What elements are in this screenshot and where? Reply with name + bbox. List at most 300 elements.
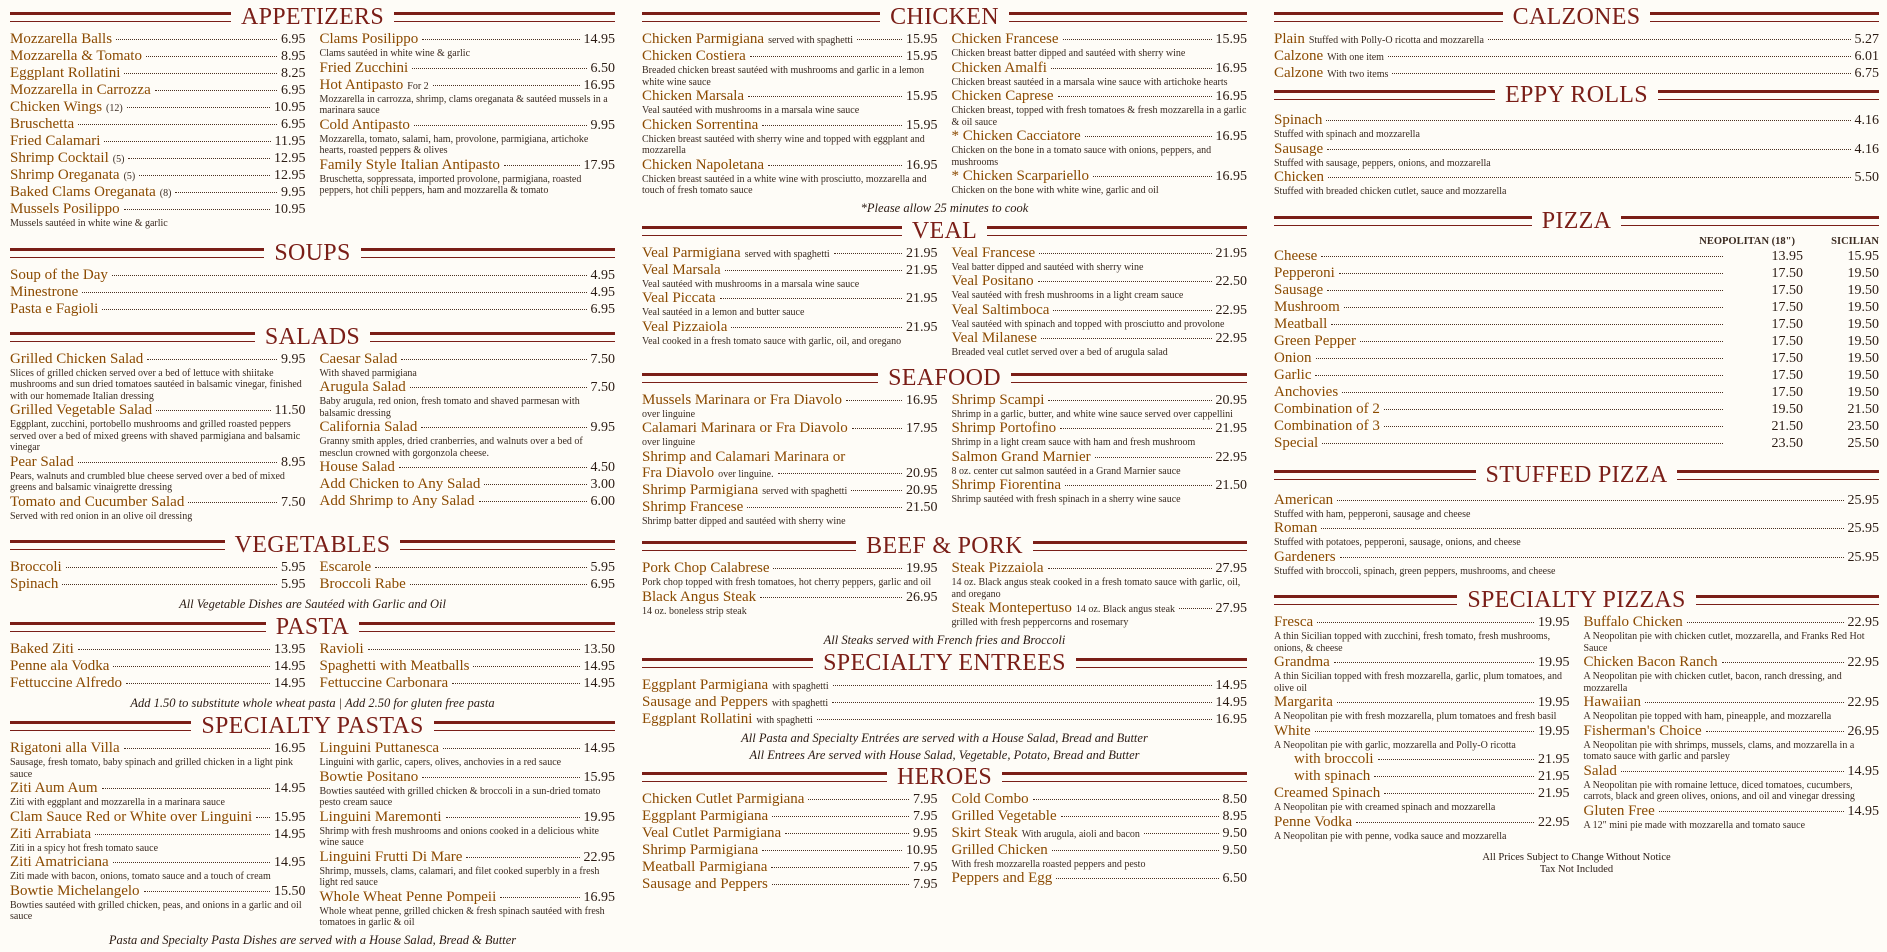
- item-row: [10, 576, 306, 593]
- item-row: [1584, 694, 1880, 711]
- item-row: [642, 791, 938, 808]
- item-name: Spinach: [1274, 112, 1323, 128]
- item-name: Spaghetti with Meatballs: [319, 658, 470, 674]
- menu-item: [320, 809, 616, 849]
- item-price: 21.95: [906, 262, 938, 278]
- vegetables-section: [10, 534, 615, 612]
- item-name: American: [1274, 491, 1334, 508]
- specialty-pizzas-right-list: [1584, 614, 1880, 842]
- dot-leader: [772, 816, 909, 817]
- item-name: Special: [1274, 434, 1319, 451]
- item-row: [10, 167, 306, 184]
- item-name: Shrimp Parmigiana: [642, 481, 759, 498]
- item-row: [320, 576, 616, 593]
- item-row: [642, 31, 938, 48]
- menu-item: [642, 876, 938, 893]
- item-price: 20.95: [1215, 392, 1247, 408]
- eppy-rolls-section: [1274, 84, 1879, 198]
- item-row: [1274, 723, 1570, 740]
- price-neopolitan: 17.50: [1771, 265, 1803, 281]
- item-name: Cold Combo: [951, 790, 1029, 807]
- item-row: [320, 809, 616, 826]
- item-row: [642, 319, 938, 336]
- item-description: Shrimp batter dipped and sautéed with sherry wine: [642, 515, 846, 527]
- menu-item: [10, 854, 306, 883]
- price-neopolitan: 17.50: [1771, 282, 1803, 298]
- menu-item: [642, 694, 1247, 711]
- menu-item: [10, 576, 306, 593]
- item-description: A thin Sicilian topped with fresh mozzarella, garlic, plum tomatoes, and olive oil: [1274, 671, 1562, 694]
- item-name: Sausage and Peppers: [642, 875, 768, 892]
- item-description: Whole wheat penne, grilled chicken & fresh spinach sautéed with fresh tomatoes in garlic & oil: [319, 905, 605, 928]
- dot-leader: [479, 501, 587, 502]
- item-price: 8.50: [1222, 791, 1247, 807]
- menu-item: [642, 392, 938, 421]
- menu-item: [10, 65, 306, 82]
- item-price: 14.95: [583, 659, 615, 674]
- item-price: 12.95: [274, 168, 306, 183]
- heroes-section: [642, 763, 1247, 893]
- item-price: 10.95: [274, 100, 306, 115]
- item-price: 22.95: [1847, 695, 1879, 710]
- item-description: Stuffed with ham, pepperoni, sausage and cheese: [1274, 508, 1471, 520]
- item-row: [10, 82, 306, 99]
- dot-leader: [452, 683, 579, 684]
- dot-leader: [1321, 528, 1843, 529]
- item-price: 5.95: [590, 560, 615, 575]
- item-row: [952, 825, 1248, 842]
- menu-item: [1584, 654, 1880, 694]
- specialty-pastas-left-list: [10, 740, 306, 929]
- menu-item: [10, 740, 306, 780]
- menu-item: [952, 825, 1248, 842]
- item-row: [952, 600, 1248, 617]
- item-description: Pears, walnuts and crumbled blue cheese served over a bed of mixed greens and balsamic vinaigrette dressing: [10, 470, 285, 493]
- price-sicilian: 21.50: [1847, 401, 1879, 417]
- dot-leader: [1392, 73, 1850, 74]
- item-price: 16.95: [583, 77, 615, 93]
- item-price: 4.16: [1854, 113, 1879, 128]
- item-price: 19.95: [1538, 723, 1570, 739]
- item-price: 22.95: [583, 849, 615, 865]
- price-sicilian: 19.50: [1847, 367, 1879, 383]
- item-row: [1274, 751, 1570, 768]
- dot-leader: [422, 777, 579, 778]
- specialty-entrees-list: [642, 677, 1247, 728]
- item-row: [320, 675, 616, 692]
- item-description: Shrimp in a garlic, butter, and white wine sauce served over cappellini: [951, 408, 1233, 420]
- item-note: Stuffed with Polly-O ricotta and mozzarella: [1308, 35, 1484, 46]
- item-description: Veal sautéed in a lemon and butter sauce: [642, 307, 805, 318]
- item-price: 5.95: [281, 560, 306, 575]
- menu-item: [642, 859, 938, 876]
- item-price: 7.50: [590, 351, 615, 367]
- menu-item: [642, 677, 1247, 694]
- menu-item: [952, 560, 1248, 600]
- item-price: 9.50: [1222, 825, 1247, 841]
- item-row: [1274, 248, 1879, 265]
- menu-item: [1274, 248, 1879, 265]
- item-note: (5): [112, 154, 125, 165]
- menu-item: [642, 791, 938, 808]
- item-note: with spaghetti: [756, 714, 813, 726]
- menu-item: [1584, 694, 1880, 723]
- item-row: [642, 876, 938, 893]
- menu-item: [1274, 768, 1570, 785]
- item-name: Minestrone: [10, 283, 79, 300]
- menu-item: [10, 494, 306, 523]
- pizza-col-sicilian: SICILIAN: [1831, 235, 1879, 247]
- item-description: Clams sautéed in white wine & garlic: [319, 48, 471, 59]
- item-row: [320, 849, 616, 866]
- item-note: (12): [106, 103, 123, 114]
- menu-item: [1584, 614, 1880, 654]
- item-row: [642, 245, 938, 262]
- item-row: [10, 150, 306, 167]
- item-name-cont: Fra Diavolo: [642, 464, 715, 481]
- menu-item: [10, 82, 306, 99]
- calzones-section: [1274, 6, 1879, 82]
- item-row: [10, 854, 306, 871]
- menu-item: [1274, 492, 1879, 521]
- item-description: Mozzarella, tomato, salami, ham, provolone, parmigiana, artichoke hearts, roasted peppers & olives: [319, 133, 589, 156]
- menu-item: [952, 808, 1248, 825]
- menu-item: [1274, 316, 1879, 333]
- dot-leader: [375, 567, 586, 568]
- stuffed-pizza-list: [1274, 492, 1879, 578]
- item-row: [10, 454, 306, 471]
- item-description: Mussels sautéed in white wine & garlic: [10, 218, 168, 229]
- item-row: [1274, 435, 1879, 452]
- dot-leader: [1179, 608, 1211, 609]
- item-price: 14.95: [274, 781, 306, 796]
- item-price: 4.95: [590, 267, 615, 283]
- item-description: 14 oz. Black angus steak cooked in a fresh tomato sauce with garlic, oil, and oregano: [951, 577, 1241, 600]
- item-price: 17.95: [583, 157, 615, 173]
- item-row: [642, 465, 938, 482]
- dot-leader: [1340, 557, 1844, 558]
- menu-item: [952, 273, 1248, 302]
- dot-leader: [127, 107, 270, 108]
- item-name: Calzone: [1274, 65, 1324, 81]
- item-name: Grilled Chicken Salad: [10, 350, 144, 367]
- price-sicilian: 19.50: [1847, 265, 1879, 281]
- menu-item: [10, 150, 306, 167]
- item-price: 13.95: [274, 642, 306, 657]
- item-price: 6.95: [590, 577, 615, 592]
- dot-leader: [113, 862, 270, 863]
- menu-item: [10, 675, 306, 692]
- item-name: Pepperoni: [1274, 264, 1335, 281]
- item-price: 14.95: [583, 741, 615, 756]
- pasta-left-list: [10, 641, 306, 692]
- dot-leader: [1053, 310, 1211, 311]
- item-price: 20.95: [906, 482, 938, 498]
- item-name: Escarole: [319, 559, 372, 575]
- dot-leader: [500, 897, 579, 898]
- dot-leader: [1039, 253, 1211, 254]
- dot-leader: [1659, 811, 1844, 812]
- item-row: [10, 780, 306, 797]
- dot-leader: [102, 309, 586, 310]
- menu-item: [320, 157, 616, 197]
- item-price: 11.50: [274, 403, 306, 418]
- item-row: [1584, 723, 1880, 740]
- item-row: [320, 740, 616, 757]
- menu-item: [1274, 299, 1879, 316]
- item-note: served with spaghetti: [768, 35, 854, 46]
- specialty-entrees-note-2: All Entrees Are served with House Salad, Vegetable, Potato, Bread and Butter: [749, 747, 1140, 762]
- item-price: 25.95: [1847, 549, 1879, 565]
- item-price: 16.95: [1215, 129, 1247, 144]
- soups-list: [10, 267, 615, 318]
- item-name: Clams Posilippo: [319, 31, 419, 47]
- item-description: A Neopolitan pie with penne, vodka sauce and mozzarella: [1274, 830, 1507, 842]
- menu-item: [952, 600, 1248, 629]
- item-description: Stuffed with broccoli, spinach, green peppers, mushrooms, and cheese: [1274, 565, 1556, 577]
- menu-item: [952, 330, 1248, 359]
- dot-leader: [1645, 702, 1844, 703]
- item-name: Eggplant Parmigiana: [642, 676, 769, 693]
- item-name: * Chicken Cacciatore: [951, 128, 1081, 144]
- specialty-entrees-section: [642, 649, 1247, 763]
- dot-leader: [102, 788, 270, 789]
- item-name: House Salad: [319, 459, 395, 475]
- item-name: Rigatoni alla Villa: [10, 740, 120, 756]
- dot-leader: [1048, 568, 1212, 569]
- item-row: [952, 842, 1248, 859]
- beef-pork-left-list: [642, 560, 938, 629]
- dot-leader: [1038, 281, 1212, 282]
- dot-leader: [772, 884, 909, 885]
- dot-leader: [1374, 776, 1534, 777]
- menu-item: [642, 560, 938, 589]
- veal-section: [642, 217, 1247, 359]
- item-name: Anchovies: [1274, 383, 1339, 400]
- item-name: Salad: [1583, 762, 1617, 779]
- menu-item: [10, 809, 306, 826]
- item-note: with spaghetti: [771, 697, 829, 709]
- item-name: Grilled Chicken: [951, 841, 1048, 858]
- menu-item: [1274, 65, 1879, 82]
- beef-pork-section: [642, 535, 1247, 648]
- menu-item: [1274, 751, 1570, 768]
- item-price: 26.95: [1847, 723, 1879, 739]
- item-description: Stuffed with breaded chicken cutlet, sauce and mozzarella: [1274, 186, 1507, 197]
- item-description: Chicken breast sautéed in a white wine with prosciutto, mozzarella and touch of fresh tomato sauce: [642, 173, 927, 196]
- item-row: [1274, 282, 1879, 299]
- dot-leader: [817, 719, 1212, 720]
- menu-item: [10, 184, 306, 201]
- item-name: Skirt Steak: [951, 824, 1018, 841]
- menu-item: [642, 842, 938, 859]
- item-name: Shrimp Scampi: [951, 391, 1045, 408]
- dot-leader: [256, 817, 270, 818]
- dot-leader: [750, 56, 902, 57]
- item-row: [642, 842, 938, 859]
- item-description: A Neopolitan pie topped with ham, pineapple, and mozzarella: [1583, 711, 1832, 722]
- item-price: 21.95: [906, 245, 938, 261]
- item-price: 4.95: [590, 284, 615, 300]
- item-name: Chicken Costiera: [642, 48, 746, 64]
- item-row: [10, 641, 306, 658]
- price-neopolitan: 21.50: [1771, 418, 1803, 434]
- dot-leader: [1337, 500, 1843, 501]
- menu-item: [1274, 785, 1570, 814]
- dot-leader: [720, 298, 902, 299]
- item-row: [1274, 48, 1879, 65]
- item-name: White: [1274, 722, 1311, 739]
- item-row: [642, 88, 938, 105]
- vegetables-left-list: [10, 559, 306, 593]
- salads-section: [10, 323, 615, 523]
- item-row: [1274, 112, 1879, 129]
- item-price: 27.95: [1215, 561, 1247, 576]
- item-description: 8 oz. center cut salmon sautéed in a Grand Marnier sauce: [951, 465, 1181, 477]
- menu-item: [10, 31, 306, 48]
- item-name: Grilled Vegetable Salad: [10, 402, 153, 418]
- item-row: [1274, 169, 1879, 186]
- dot-leader: [1337, 702, 1534, 703]
- item-row: [952, 330, 1248, 347]
- item-row: [1274, 65, 1879, 82]
- item-row: [320, 157, 616, 174]
- dot-leader: [156, 410, 270, 411]
- item-name: Baked Clams Oreganata: [10, 184, 156, 200]
- item-price: 16.95: [1215, 169, 1247, 184]
- section-title: SPECIALTY PASTAS: [10, 715, 615, 737]
- item-row: [952, 449, 1248, 466]
- item-price: 6.01: [1854, 49, 1879, 64]
- item-row: [320, 117, 616, 134]
- item-name: Black Angus Steak: [642, 588, 757, 605]
- item-description: Veal cooked in a fresh tomato sauce with garlic, oil, and oregano: [642, 335, 902, 347]
- price-sicilian: 23.50: [1847, 418, 1879, 434]
- item-description: Shrimp with fresh mushrooms and onions cooked in a delicious white wine sauce: [319, 825, 599, 848]
- item-name: Chicken: [1274, 169, 1324, 185]
- item-price: 16.95: [1215, 60, 1247, 76]
- item-name: Veal Milanese: [951, 330, 1037, 346]
- menu-item: [952, 128, 1248, 168]
- menu-item: [320, 459, 616, 476]
- item-name: Chicken Parmigiana: [642, 31, 765, 47]
- item-price: 19.95: [1538, 695, 1570, 710]
- item-name: Shrimp Oreganata: [10, 167, 120, 183]
- dot-leader: [144, 891, 270, 892]
- item-description: Chicken on the bone in a tomato sauce with onions, peppers, and mushrooms: [951, 145, 1212, 168]
- item-row: [952, 302, 1248, 319]
- item-price: 9.95: [281, 351, 306, 367]
- dot-leader: [773, 568, 902, 569]
- menu-item: [952, 31, 1248, 60]
- menu-item: [642, 262, 938, 291]
- item-price: 25.95: [1847, 521, 1879, 536]
- item-row: [1274, 299, 1879, 316]
- dot-leader: [834, 253, 902, 254]
- section-title: SPECIALTY PIZZAS: [1274, 589, 1879, 611]
- item-name: Veal Piccata: [642, 290, 716, 306]
- item-description: Stuffed with potatoes, pepperoni, sausage, onions, and cheese: [1274, 537, 1521, 548]
- item-name: Shrimp Francese: [642, 498, 744, 515]
- item-price: 10.95: [906, 842, 938, 858]
- menu-column-right: [1274, 4, 1879, 876]
- pasta-note: Add 1.50 to substitute whole wheat pasta | Add 2.50 for gluten free pasta: [130, 696, 495, 710]
- item-row: [1274, 814, 1570, 831]
- item-price: 7.95: [913, 859, 938, 875]
- item-price: 3.00: [590, 477, 615, 492]
- item-row: [642, 859, 938, 876]
- section-title: PASTA: [10, 616, 615, 638]
- item-name: Whole Wheat Penne Pompeii: [319, 888, 497, 905]
- item-note: served with spaghetti: [744, 248, 830, 260]
- item-row: [1274, 265, 1879, 282]
- item-name: Onion: [1274, 349, 1312, 366]
- item-name: Veal Marsala: [642, 261, 721, 278]
- item-price: 9.95: [590, 117, 615, 133]
- item-name: Veal Saltimboca: [951, 301, 1050, 318]
- item-price: 21.95: [1538, 752, 1570, 767]
- item-row: [320, 459, 616, 476]
- item-price: 13.50: [583, 642, 615, 657]
- item-description: Granny smith apples, dried cranberries, and walnuts over a bed of mesclun crowned with gorgonzola cheese.: [319, 436, 583, 459]
- item-name: Green Pepper: [1274, 332, 1357, 349]
- dot-leader: [146, 56, 277, 57]
- item-name: Fried Zucchini: [319, 59, 409, 76]
- dot-leader: [82, 292, 586, 293]
- item-row: [1274, 549, 1879, 566]
- menu-item: [320, 379, 616, 419]
- item-description: Ziti in a spicy hot fresh tomato sauce: [10, 842, 159, 854]
- dot-leader: [95, 834, 270, 835]
- dot-leader: [748, 96, 902, 97]
- item-name: Fettuccine Alfredo: [10, 675, 123, 691]
- item-row: [952, 88, 1248, 105]
- dot-leader: [785, 833, 909, 834]
- menu-item: [642, 711, 1247, 728]
- item-note: For 2: [407, 80, 429, 92]
- item-row: [642, 711, 1247, 728]
- menu-item: [1274, 435, 1879, 452]
- menu-item: [1274, 814, 1570, 843]
- item-row: [10, 826, 306, 843]
- menu-column-left: [10, 4, 615, 952]
- item-description: A 12" mini pie made with mozzarella and tomato sauce: [1583, 819, 1806, 831]
- item-row: [320, 351, 616, 368]
- item-name: Veal Cutlet Parmigiana: [642, 824, 782, 841]
- item-price: 7.50: [590, 380, 615, 395]
- menu-item: [320, 769, 616, 809]
- menu-item: [320, 419, 616, 459]
- item-row: [1274, 350, 1879, 367]
- item-price: 4.16: [1854, 141, 1879, 157]
- menu-item: [952, 392, 1248, 421]
- item-name: Linguini Frutti Di Mare: [319, 848, 463, 865]
- menu-item: [952, 420, 1248, 449]
- menu-item: [642, 88, 938, 117]
- item-price: 9.95: [281, 185, 306, 200]
- item-name: Eggplant Rollatini: [10, 65, 121, 81]
- dot-leader: [1722, 662, 1844, 663]
- menu-item: [320, 60, 616, 77]
- dot-leader: [1331, 324, 1723, 325]
- dot-leader: [1344, 307, 1723, 308]
- item-price: 22.95: [1847, 655, 1879, 670]
- chicken-right-list: [952, 31, 1248, 197]
- item-name: Clam Sauce Red or White over Linguini: [10, 808, 253, 825]
- item-price: 14.95: [1847, 803, 1879, 819]
- item-name: Chicken Bacon Ranch: [1583, 654, 1718, 670]
- item-name: Chicken Caprese: [951, 88, 1054, 104]
